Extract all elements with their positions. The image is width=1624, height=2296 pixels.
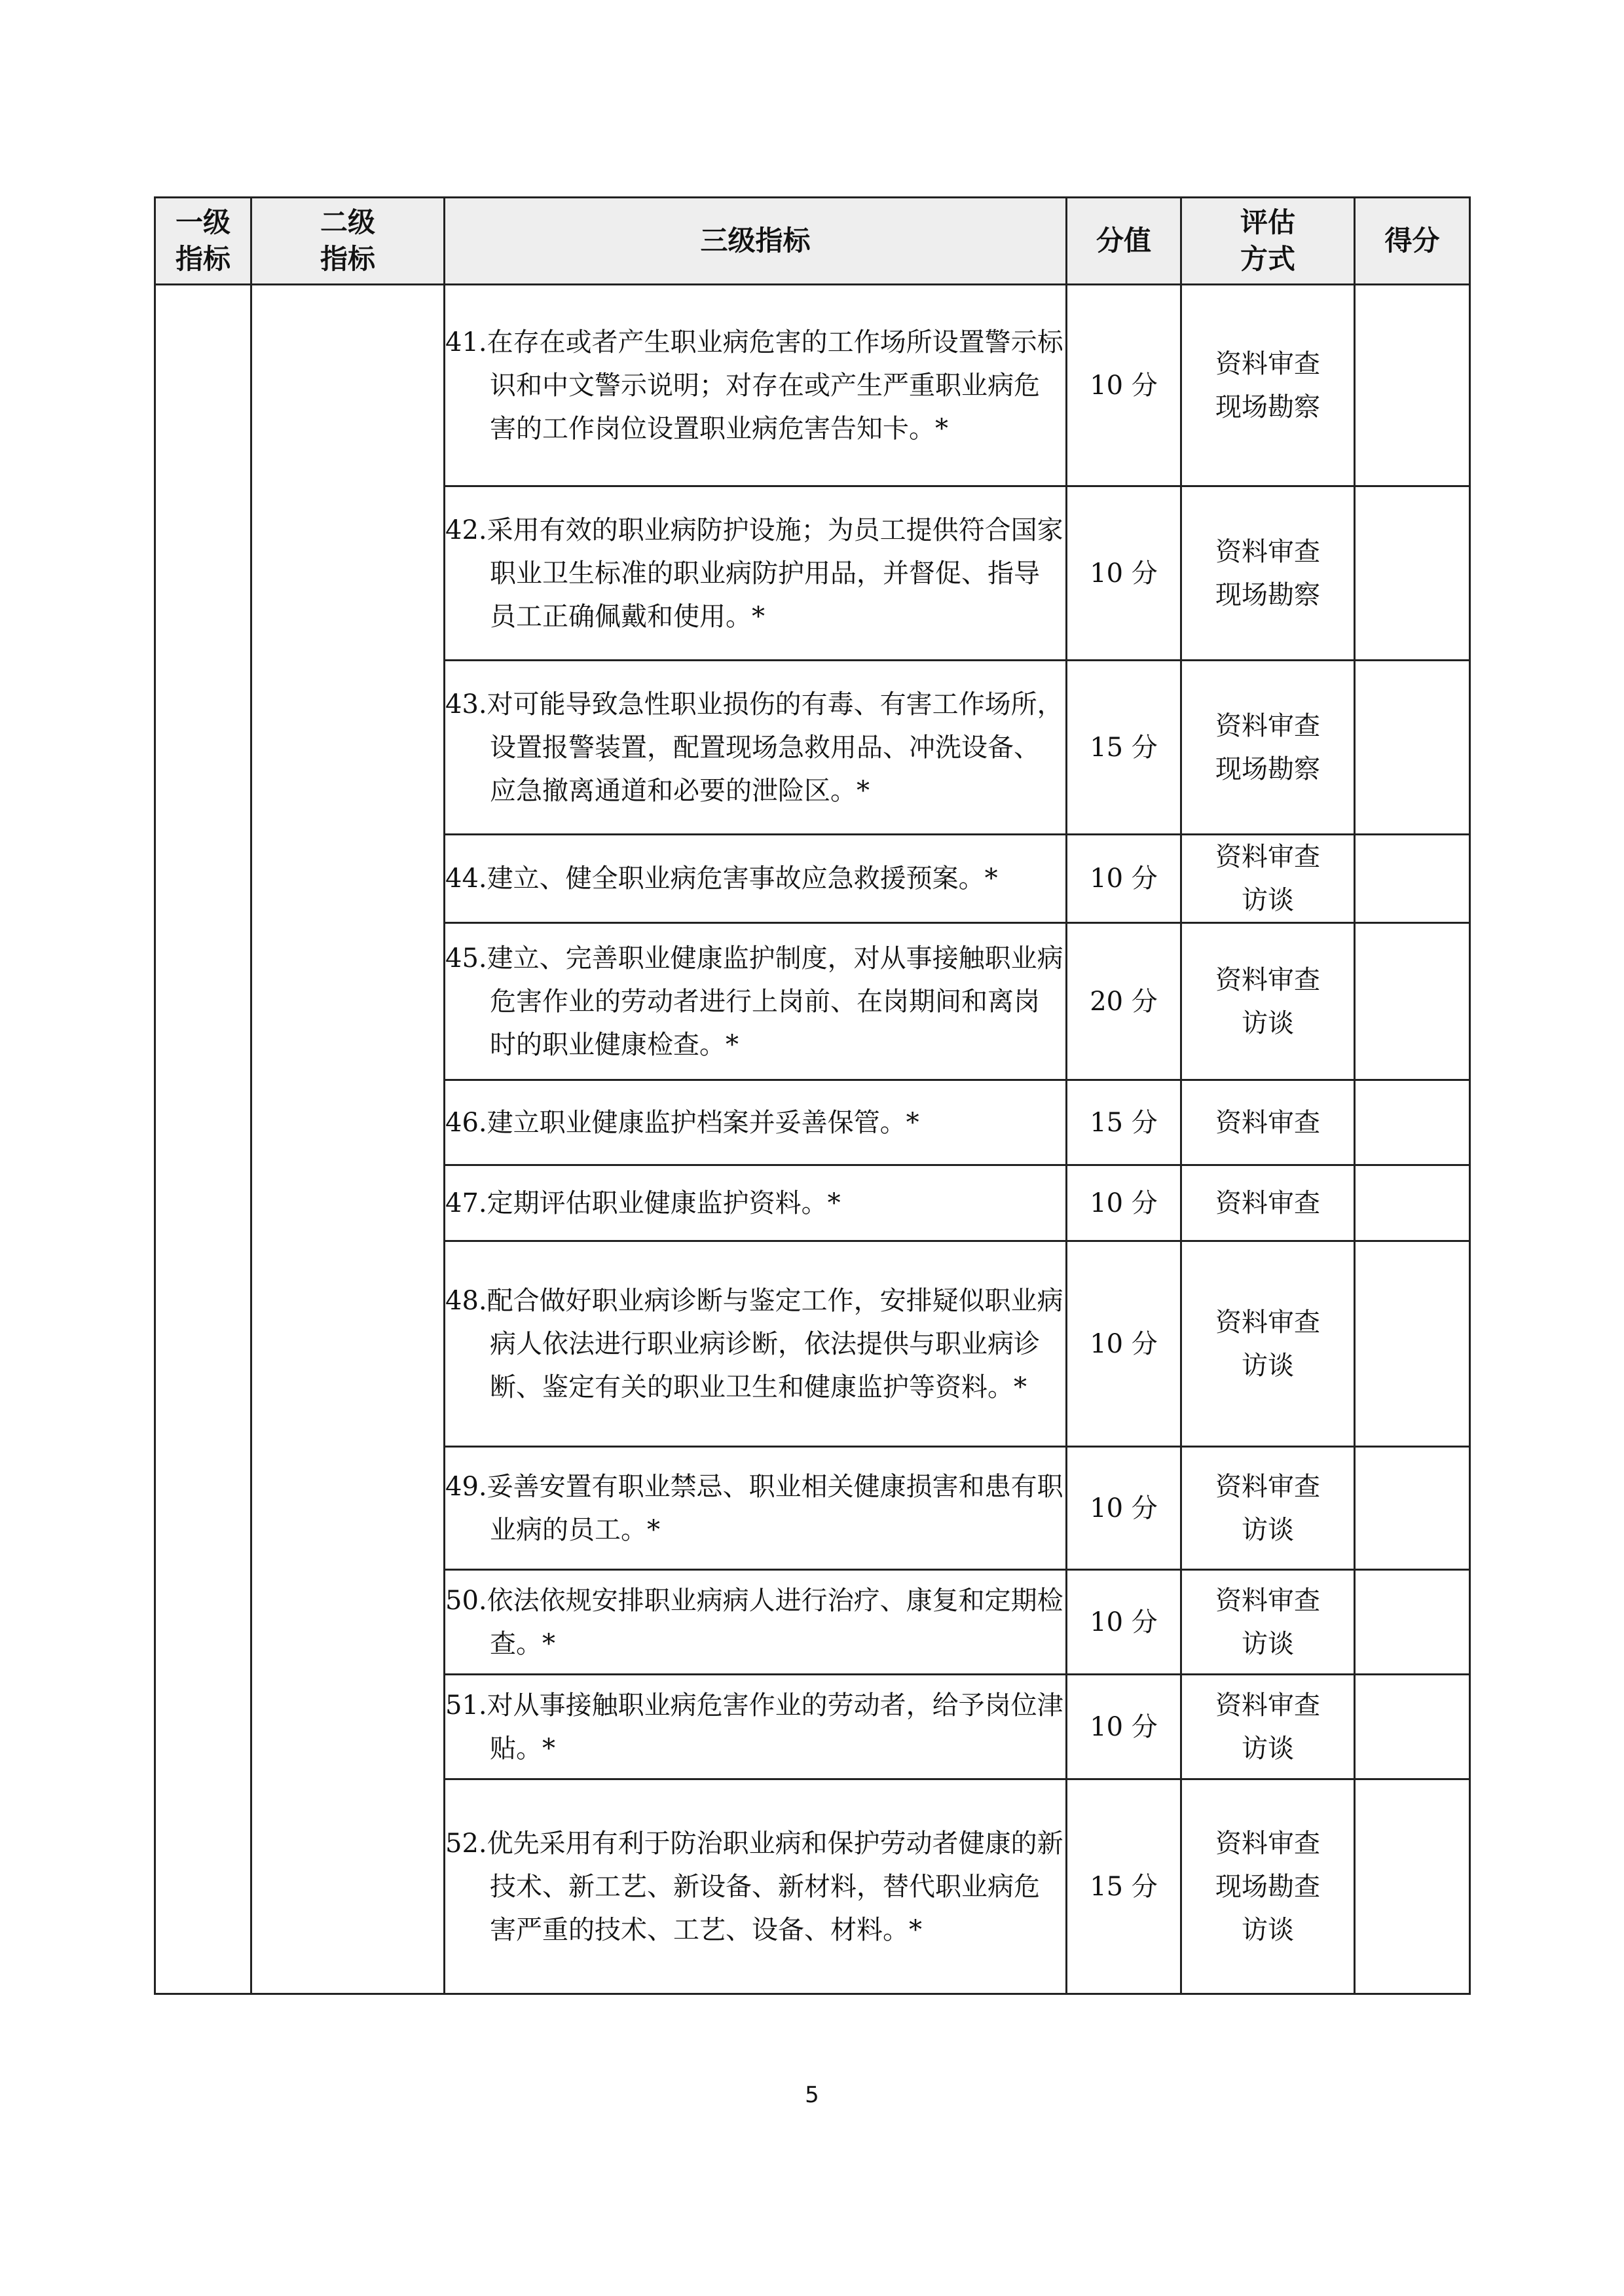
method-cell [1181,486,1355,661]
points-cell[interactable] [1355,285,1470,486]
item-cell [445,1675,1067,1779]
method-line: 资料审查 [1215,1690,1320,1721]
item-text: 45.建立、完善职业健康监护制度，对从事接触职业病危害作业的劳动者进行上岗前、在岗期间和离岗时的职业健康检查。* [445,943,1063,1060]
header-level1-line1: 一级 指标 [175,206,231,275]
score-cell: 10 分 [1067,285,1181,486]
method-line: 访谈 [1242,1514,1294,1545]
item-cell [445,1241,1067,1447]
points-cell[interactable] [1355,1570,1470,1675]
method-line: 资料审查 [1215,842,1320,872]
method-cell [1181,1447,1355,1570]
item-cell [445,835,1067,923]
method-line: 现场勘察 [1215,392,1320,422]
item-cell [445,1080,1067,1165]
item-text: 52.优先采用有利于防治职业病和保护劳动者健康的新技术、新工艺、新设备、新材料，替代职业病危害严重的技术、工艺、设备、材料。* [445,1828,1063,1945]
item-text: 46.建立职业健康监护档案并妥善保管。* [445,1107,919,1138]
score-cell: 15 分 [1067,1080,1181,1165]
item-text: 43.对可能导致急性职业损伤的有毒、有害工作场所，设置报警装置，配置现场急救用品、冲洗设备、应急撤离通道和必要的泄险区。* [445,689,1063,806]
score-cell: 10 分 [1067,1165,1181,1241]
item-text: 50.依法依规安排职业病病人进行治疗、康复和定期检查。* [445,1585,1063,1659]
method-line: 现场勘察 [1215,579,1320,610]
item-text: 44.建立、健全职业病危害事故应急救援预案。* [445,864,998,894]
method-line: 访谈 [1242,1350,1294,1381]
item-text: 47.定期评估职业健康监护资料。* [445,1188,841,1218]
header-level3: 三级指标 [445,198,1067,285]
method-cell [1181,1675,1355,1779]
score-cell: 15 分 [1067,661,1181,835]
points-cell[interactable] [1355,923,1470,1080]
method-line: 资料审查 [1215,348,1320,379]
header-score: 分值 [1067,198,1181,285]
method-line: 现场勘查 [1215,1871,1320,1902]
method-cell [1181,923,1355,1080]
header-points: 得分 [1355,198,1470,285]
item-cell [445,661,1067,835]
item-text: 49.妥善安置有职业禁忌、职业相关健康损害和患有职业病的员工。* [445,1471,1063,1545]
method-line: 资料审查 [1215,1828,1320,1859]
item-cell [445,1447,1067,1570]
item-text: 41.在存在或者产生职业病危害的工作场所设置警示标识和中文警示说明；对存在或产生严重职业病危害的工作岗位设置职业病危害告知卡。* [445,327,1063,444]
item-cell [445,486,1067,661]
method-line: 资料审查 [1215,1107,1320,1138]
points-cell[interactable] [1355,835,1470,923]
points-cell[interactable] [1355,661,1470,835]
item-text: 48.配合做好职业病诊断与鉴定工作，安排疑似职业病病人依法进行职业病诊断，依法提供与职业病诊断、鉴定有关的职业卫生和健康监护等资料。* [445,1285,1063,1402]
item-text: 51.对从事接触职业病危害作业的劳动者，给予岗位津贴。* [445,1690,1063,1764]
score-cell: 20 分 [1067,923,1181,1080]
points-cell[interactable] [1355,1165,1470,1241]
method-line: 访谈 [1242,1008,1294,1038]
method-line: 资料审查 [1215,710,1320,741]
method-line: 资料审查 [1215,1471,1320,1502]
method-cell [1181,1241,1355,1447]
item-text: 42.采用有效的职业病防护设施；为员工提供符合国家职业卫生标准的职业病防护用品，并督促、指导员工正确佩戴和使用。* [445,515,1063,632]
header-level1 [155,198,251,285]
score-cell: 10 分 [1067,486,1181,661]
method-line: 访谈 [1242,1733,1294,1764]
score-cell: 10 分 [1067,1241,1181,1447]
item-cell [445,1570,1067,1675]
header-method [1181,198,1355,285]
score-cell: 10 分 [1067,835,1181,923]
method-line: 资料审查 [1215,1307,1320,1338]
header-level2 [251,198,445,285]
header-method-text: 评估 方式 [1240,206,1295,275]
method-line: 资料审查 [1215,964,1320,995]
method-line: 访谈 [1242,1914,1294,1945]
item-cell [445,923,1067,1080]
method-cell [1181,1779,1355,1994]
evaluation-table [154,196,1471,1995]
score-cell: 10 分 [1067,1447,1181,1570]
method-cell [1181,661,1355,835]
points-cell[interactable] [1355,1080,1470,1165]
score-cell: 15 分 [1067,1779,1181,1994]
level1-cell [155,285,251,1994]
method-cell [1181,1080,1355,1165]
points-cell[interactable] [1355,1675,1470,1779]
method-cell [1181,1165,1355,1241]
method-cell [1181,285,1355,486]
method-line: 资料审查 [1215,1585,1320,1616]
page-number: 5 [805,2082,819,2108]
level2-cell [251,285,445,1994]
item-cell [445,1165,1067,1241]
header-level2-line1: 二级 指标 [320,206,375,275]
method-line: 访谈 [1242,1628,1294,1659]
method-cell [1181,835,1355,923]
points-cell[interactable] [1355,1779,1470,1994]
method-line: 访谈 [1242,885,1294,915]
method-cell [1181,1570,1355,1675]
method-line: 现场勘察 [1215,754,1320,784]
method-line: 资料审查 [1215,1188,1320,1218]
method-line: 资料审查 [1215,536,1320,567]
item-cell [445,285,1067,486]
points-cell[interactable] [1355,486,1470,661]
score-cell: 10 分 [1067,1570,1181,1675]
points-cell[interactable] [1355,1447,1470,1570]
item-cell [445,1779,1067,1994]
score-cell: 10 分 [1067,1675,1181,1779]
table-header-row [155,198,1470,285]
table-row [155,285,1470,486]
points-cell[interactable] [1355,1241,1470,1447]
